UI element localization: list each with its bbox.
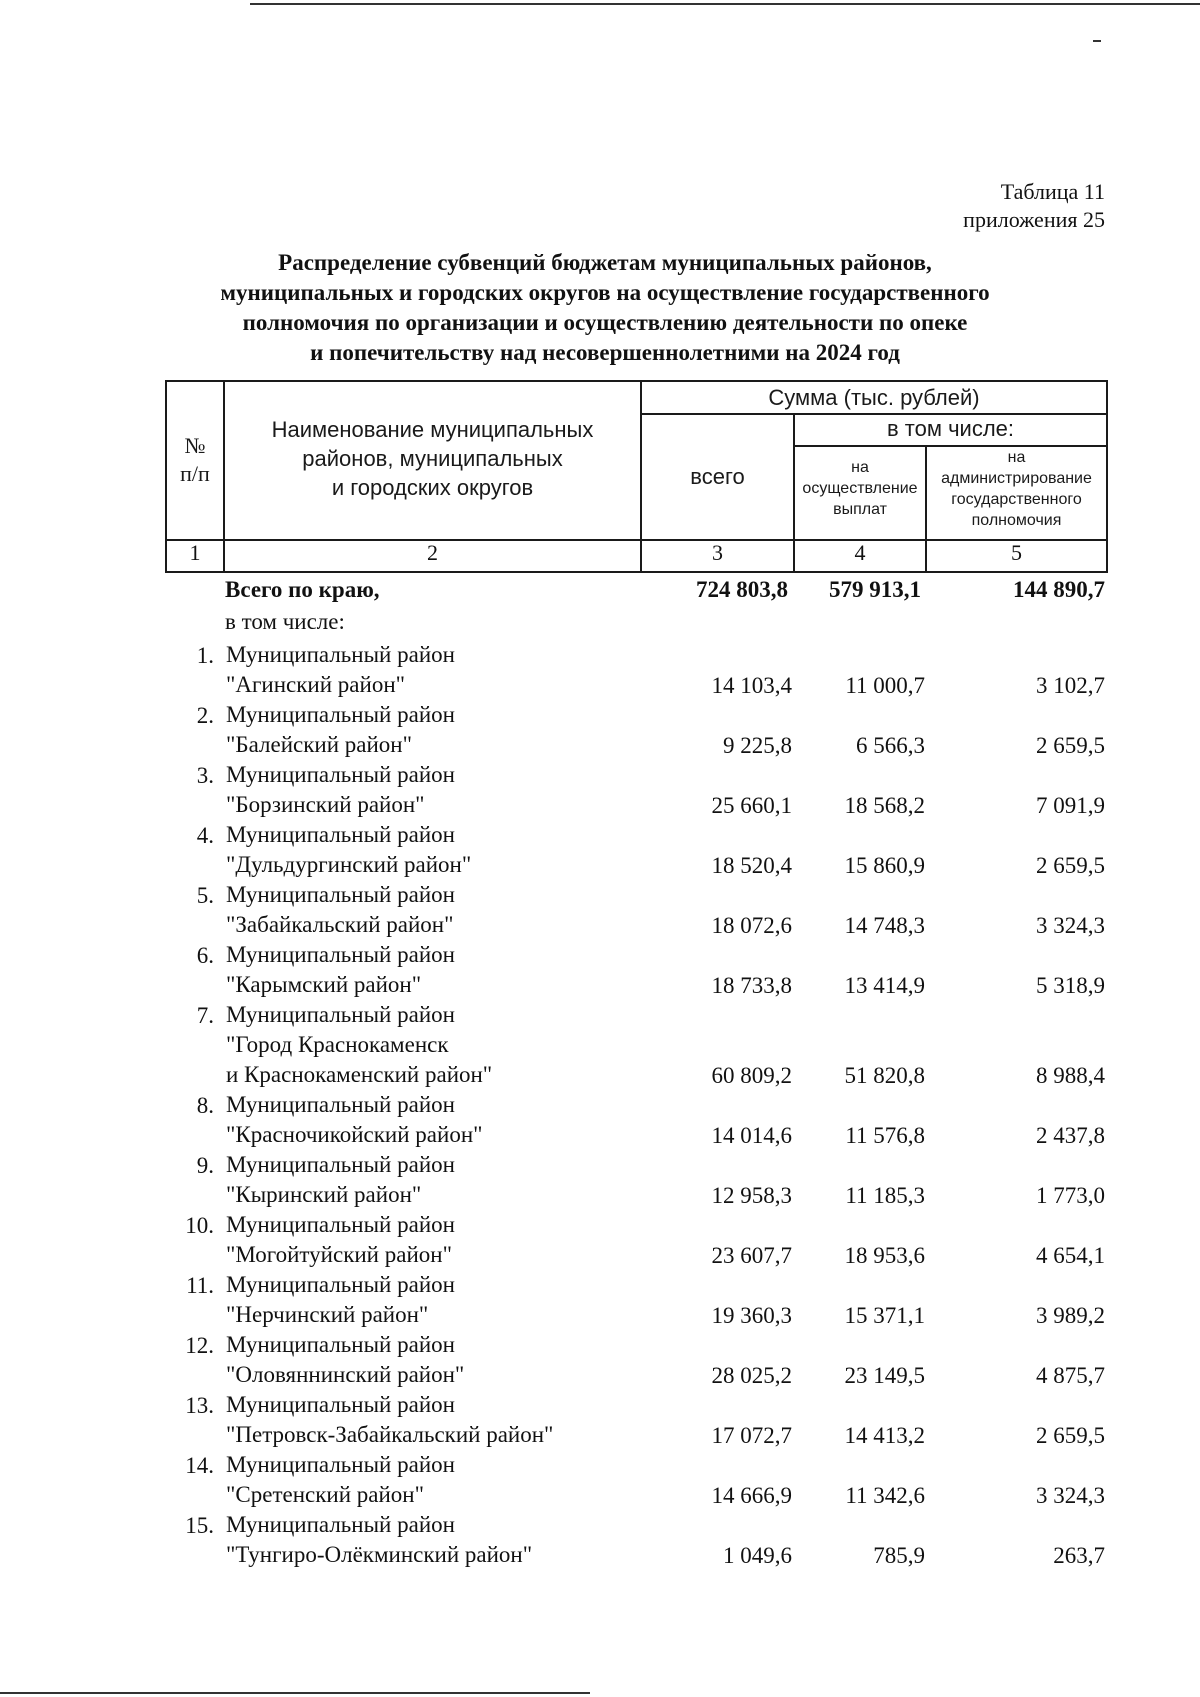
row-name: Муниципальный район "Балейский район" [226, 702, 455, 757]
row-total: 19 360,3 [711, 1303, 792, 1328]
row-total: 14 103,4 [711, 673, 792, 698]
header-text: осуществление [802, 480, 918, 497]
row-payments: 11 185,3 [845, 1183, 925, 1208]
row-name: Муниципальный район "Борзинский район" [226, 762, 455, 817]
title-line: полномочия по организации и осуществлению деятельности по опеке [242, 310, 968, 335]
row-name: Муниципальный район "Город Краснокаменск и Краснокаменский район" [226, 1002, 493, 1087]
row-name: Муниципальный район "Красночикойский район" [226, 1092, 483, 1147]
row-admin: 3 989,2 [1036, 1303, 1105, 1328]
row-payments: 15 371,1 [844, 1303, 925, 1328]
row-number: 3. [196, 763, 214, 788]
row-total: 60 809,2 [711, 1063, 792, 1088]
row-admin: 7 091,9 [1036, 793, 1105, 818]
row-number: 1. [196, 643, 214, 668]
row-total: 1 049,6 [723, 1543, 792, 1568]
row-admin: 263,7 [1053, 1543, 1105, 1568]
scan-edge-bottom [0, 1692, 590, 1694]
table-reference [963, 178, 1105, 234]
row-payments: 11 000,7 [845, 673, 925, 698]
header-text: полномочия [971, 512, 1062, 529]
row-name: Муниципальный район "Могойтуйский район" [226, 1212, 455, 1267]
column-header-sum: Сумма (тыс. рублей) [768, 385, 980, 410]
row-admin: 3 324,3 [1036, 913, 1105, 938]
row-payments: 785,9 [873, 1543, 925, 1568]
total-admin: 144 890,7 [1013, 577, 1105, 602]
column-header-total: всего [690, 464, 745, 489]
row-total: 14 014,6 [711, 1123, 792, 1148]
row-total: 14 666,9 [711, 1483, 792, 1508]
table-number: Таблица 11 [1000, 179, 1105, 204]
header-text: районов, муниципальных [302, 446, 563, 471]
row-payments: 11 342,6 [845, 1483, 925, 1508]
row-payments: 6 566,3 [856, 733, 925, 758]
row-number: 10. [185, 1213, 214, 1238]
title-line: муниципальных и городских округов на осуществление государственного [220, 280, 990, 305]
total-sum: 724 803,8 [696, 577, 788, 602]
row-admin: 1 773,0 [1036, 1183, 1105, 1208]
row-total: 9 225,8 [723, 733, 792, 758]
row-payments: 15 860,9 [844, 853, 925, 878]
header-text: п/п [180, 461, 210, 486]
column-header-payments [795, 457, 925, 520]
row-admin: 4 654,1 [1036, 1243, 1105, 1268]
row-number: 4. [196, 823, 214, 848]
row-number: 12. [185, 1333, 214, 1358]
row-number: 2. [196, 703, 214, 728]
header-text: государственного [951, 491, 1082, 508]
title-line: Распределение субвенций бюджетам муниципальных районов, [278, 250, 932, 275]
column-header-including: в том числе: [886, 416, 1015, 441]
row-number: 5. [196, 883, 214, 908]
column-header-number [167, 432, 223, 488]
header-text: на [851, 459, 869, 476]
table-header [165, 380, 1108, 573]
total-label: Всего по краю, [225, 577, 380, 602]
header-text: Наименование муниципальных [271, 417, 594, 442]
title-line: и попечительству над несовершеннолетними на 2024 год [310, 340, 900, 365]
appendix-number: приложения 25 [963, 207, 1105, 232]
row-payments: 18 568,2 [844, 793, 925, 818]
row-payments: 14 413,2 [844, 1423, 925, 1448]
header-text: и городских округов [331, 475, 534, 500]
row-admin: 4 875,7 [1036, 1363, 1105, 1388]
header-text: администрирование [941, 470, 1092, 487]
row-admin: 5 318,9 [1036, 973, 1105, 998]
row-name: Муниципальный район "Кыринский район" [226, 1152, 455, 1207]
column-number: 4 [854, 540, 866, 565]
row-payments: 23 149,5 [844, 1363, 925, 1388]
row-name: Муниципальный район "Тунгиро-Олёкминский район" [226, 1512, 533, 1567]
row-total: 25 660,1 [711, 793, 792, 818]
row-admin: 2 659,5 [1036, 853, 1105, 878]
row-number: 8. [196, 1093, 214, 1118]
scan-mark [1093, 40, 1101, 42]
row-admin: 2 437,8 [1036, 1123, 1105, 1148]
row-total: 18 520,4 [711, 853, 792, 878]
document-title [150, 248, 1060, 368]
header-text: на [1007, 449, 1026, 466]
row-payments: 13 414,9 [844, 973, 925, 998]
row-total: 28 025,2 [711, 1363, 792, 1388]
column-header-name [225, 415, 640, 502]
row-number: 14. [185, 1453, 214, 1478]
row-admin: 2 659,5 [1036, 733, 1105, 758]
row-total: 12 958,3 [711, 1183, 792, 1208]
row-name: Муниципальный район "Оловяннинский район" [226, 1332, 465, 1387]
row-name: Муниципальный район "Дульдургинский район" [226, 822, 472, 877]
row-payments: 18 953,6 [844, 1243, 925, 1268]
row-total: 18 072,6 [711, 913, 792, 938]
total-sublabel: в том числе: [225, 609, 345, 634]
column-number: 5 [1011, 540, 1022, 565]
row-admin: 3 102,7 [1036, 673, 1105, 698]
row-total: 17 072,7 [711, 1423, 792, 1448]
row-admin: 3 324,3 [1036, 1483, 1105, 1508]
row-payments: 51 820,8 [844, 1063, 925, 1088]
row-admin: 2 659,5 [1036, 1423, 1105, 1448]
row-number: 9. [196, 1153, 214, 1178]
scan-edge-top [250, 3, 1200, 5]
row-number: 13. [185, 1393, 214, 1418]
row-payments: 14 748,3 [844, 913, 925, 938]
row-number: 15. [185, 1513, 214, 1538]
row-name: Муниципальный район "Агинский район" [226, 642, 455, 697]
row-name: Муниципальный район "Нерчинский район" [226, 1272, 455, 1327]
row-name: Муниципальный район "Карымский район" [226, 942, 455, 997]
row-name: Муниципальный район "Петровск-Забайкальский район" [226, 1392, 554, 1447]
header-text: № [184, 433, 206, 458]
column-header-admin [927, 447, 1106, 531]
row-name: Муниципальный район "Сретенский район" [226, 1452, 455, 1507]
column-number: 1 [189, 540, 201, 565]
row-admin: 8 988,4 [1036, 1063, 1105, 1088]
row-total: 18 733,8 [711, 973, 792, 998]
column-number: 3 [712, 540, 723, 565]
row-number: 11. [186, 1273, 214, 1298]
row-total: 23 607,7 [711, 1243, 792, 1268]
column-number: 2 [427, 540, 438, 565]
header-text: выплат [833, 501, 887, 518]
row-name: Муниципальный район "Забайкальский район" [226, 882, 455, 937]
row-number: 6. [196, 943, 214, 968]
total-payments: 579 913,1 [829, 577, 921, 602]
row-number: 7. [196, 1003, 214, 1028]
row-payments: 11 576,8 [845, 1123, 925, 1148]
